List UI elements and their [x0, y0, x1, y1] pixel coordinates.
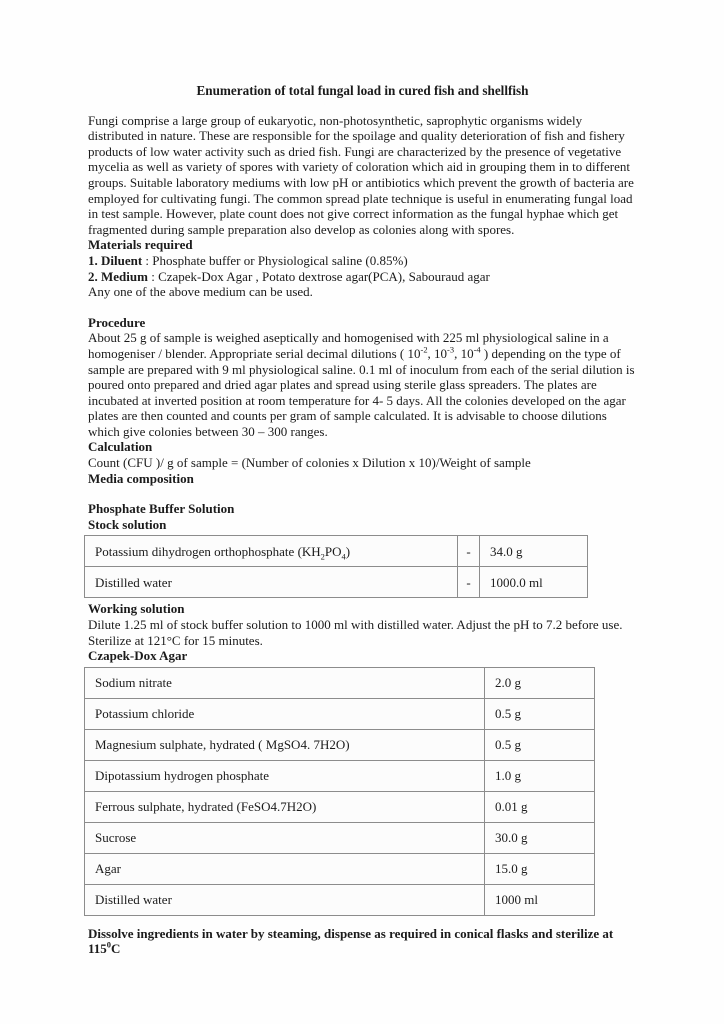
- table-row: [85, 760, 595, 791]
- table-row: [85, 884, 595, 915]
- name-cell: Sodium nitrate: [85, 667, 485, 698]
- name-cell: Distilled water: [85, 884, 485, 915]
- czapek-preparation-note: Dissolve ingredients in water by steaming, dispense as required in conical flasks and sterilize at $115^0C$: [88, 925, 614, 957]
- table-row: [85, 791, 595, 822]
- table-row: [85, 729, 595, 760]
- dash-cell: -: [458, 567, 480, 598]
- procedure-paragraph: About 25 g of sample is weighed aseptically and homogenised with 225 ml physiological saline in a homogeniser / blender. Appropriate serial decimal dilutions ( $10^{-2}$, $10^{-3}$, $10^{-4}$ ) depending on the type of sample are prepared with 9 ml physiological saline. 0.1 ml of inoculum from each of the serial dilution is poured onto prepared and dried agar plates and spread using sterile glass spreaders. The plates are incubated at inverted position at room temperature for 4- 5 days. All the colonies developed on the agar plates are then counted and counts per gram of sample calculated. It is advisable to choose dilutions which give colonies between 30 – 300 ranges.: [88, 330, 635, 439]
- materials-note: Any one of the above medium can be used.: [88, 284, 313, 300]
- value-cell: 0.5 g: [485, 729, 595, 760]
- intro-paragraph: Fungi comprise a large group of eukaryotic, non-photosynthetic, saprophytic organisms widely distributed in nature. These are responsible for the spoilage and quality deterioration of fish and fishery products of low water activity such as dried fish. Fungi are characterized by the presence of vegetative mycelia as well as variety of spores with variety of coloration which aid in grouping them in to different groups. Suitable laboratory mediums with low pH or antibiotics which prevent the growth of bacteria are employed for cultivating fungi. The common spread plate technique is useful in enumerating fungal load in test sample. However, plate count does not give correct information as the fungal hyphae which get fragmented during sample preparation also develop as colonies along with spores.: [88, 112, 634, 237]
- name-cell: Agar: [85, 853, 485, 884]
- media-composition-heading: Media composition: [88, 470, 194, 486]
- table-row: [85, 853, 595, 884]
- dash-cell: -: [458, 536, 480, 567]
- working-solution-heading: Working solution: [88, 601, 185, 617]
- materials-item-text: : Czapek-Dox Agar , Potato dextrose agar(PCA), Sabouraud agar: [147, 268, 490, 284]
- value-cell: 15.0 g: [485, 853, 595, 884]
- materials-item-text: : Phosphate buffer or Physiological saline (0.85%): [142, 252, 408, 268]
- name-cell: Potassium dihydrogen orthophosphate $(KH_2PO_4)$: [85, 536, 458, 567]
- name-cell: Ferrous sulphate, hydrated (FeSO4.7H2O): [85, 791, 485, 822]
- value-cell: 1000 ml: [485, 884, 595, 915]
- table-row: [85, 567, 588, 598]
- spacer: [88, 486, 637, 501]
- phosphate-buffer-heading: Phosphate Buffer Solution: [88, 501, 235, 517]
- czapek-table-body: [85, 667, 595, 915]
- working-solution-text: Dilute 1.25 ml of stock buffer solution to 1000 ml with distilled water. Adjust the pH to 7.2 before use. Sterilize at 121°C for 15 minutes.: [88, 617, 623, 648]
- materials-item-label: 1. Diluent: [88, 252, 143, 268]
- name-cell: Magnesium sulphate, hydrated ( MgSO4. 7H2O): [85, 729, 485, 760]
- czapek-dox-agar-table: [84, 667, 595, 916]
- value-cell: 1000.0 ml: [480, 567, 588, 598]
- table-row: [85, 822, 595, 853]
- name-cell: Potassium chloride: [85, 698, 485, 729]
- spacer: [88, 300, 637, 315]
- stock-solution-table: [84, 535, 588, 598]
- calculation-heading: Calculation: [88, 439, 153, 455]
- stock-solution-heading: Stock solution: [88, 516, 167, 532]
- table-row: [85, 536, 588, 567]
- value-cell: 30.0 g: [485, 822, 595, 853]
- materials-item-label: 2. Medium: [88, 268, 148, 284]
- name-cell: Sucrose: [85, 822, 485, 853]
- materials-required-heading: Materials required: [88, 237, 193, 253]
- document-title: Enumeration of total fungal load in cured fish and shellfish: [196, 83, 529, 98]
- value-cell: 0.5 g: [485, 698, 595, 729]
- value-cell: 34.0 g: [480, 536, 588, 567]
- procedure-heading: Procedure: [88, 314, 146, 330]
- name-cell: Dipotassium hydrogen phosphate: [85, 760, 485, 791]
- calculation-formula: Count (CFU )/ g of sample = (Number of colonies x Dilution x 10)/Weight of sample: [88, 455, 531, 471]
- table-row: [85, 698, 595, 729]
- name-cell: Distilled water: [85, 567, 458, 598]
- value-cell: 0.01 g: [485, 791, 595, 822]
- materials-item-diluent: [88, 253, 637, 269]
- stock-solution-table-body: [85, 536, 588, 598]
- czapek-dox-agar-heading: Czapek-Dox Agar: [88, 648, 188, 664]
- value-cell: 1.0 g: [485, 760, 595, 791]
- materials-item-medium: [88, 269, 637, 285]
- value-cell: 2.0 g: [485, 667, 595, 698]
- table-row: [85, 667, 595, 698]
